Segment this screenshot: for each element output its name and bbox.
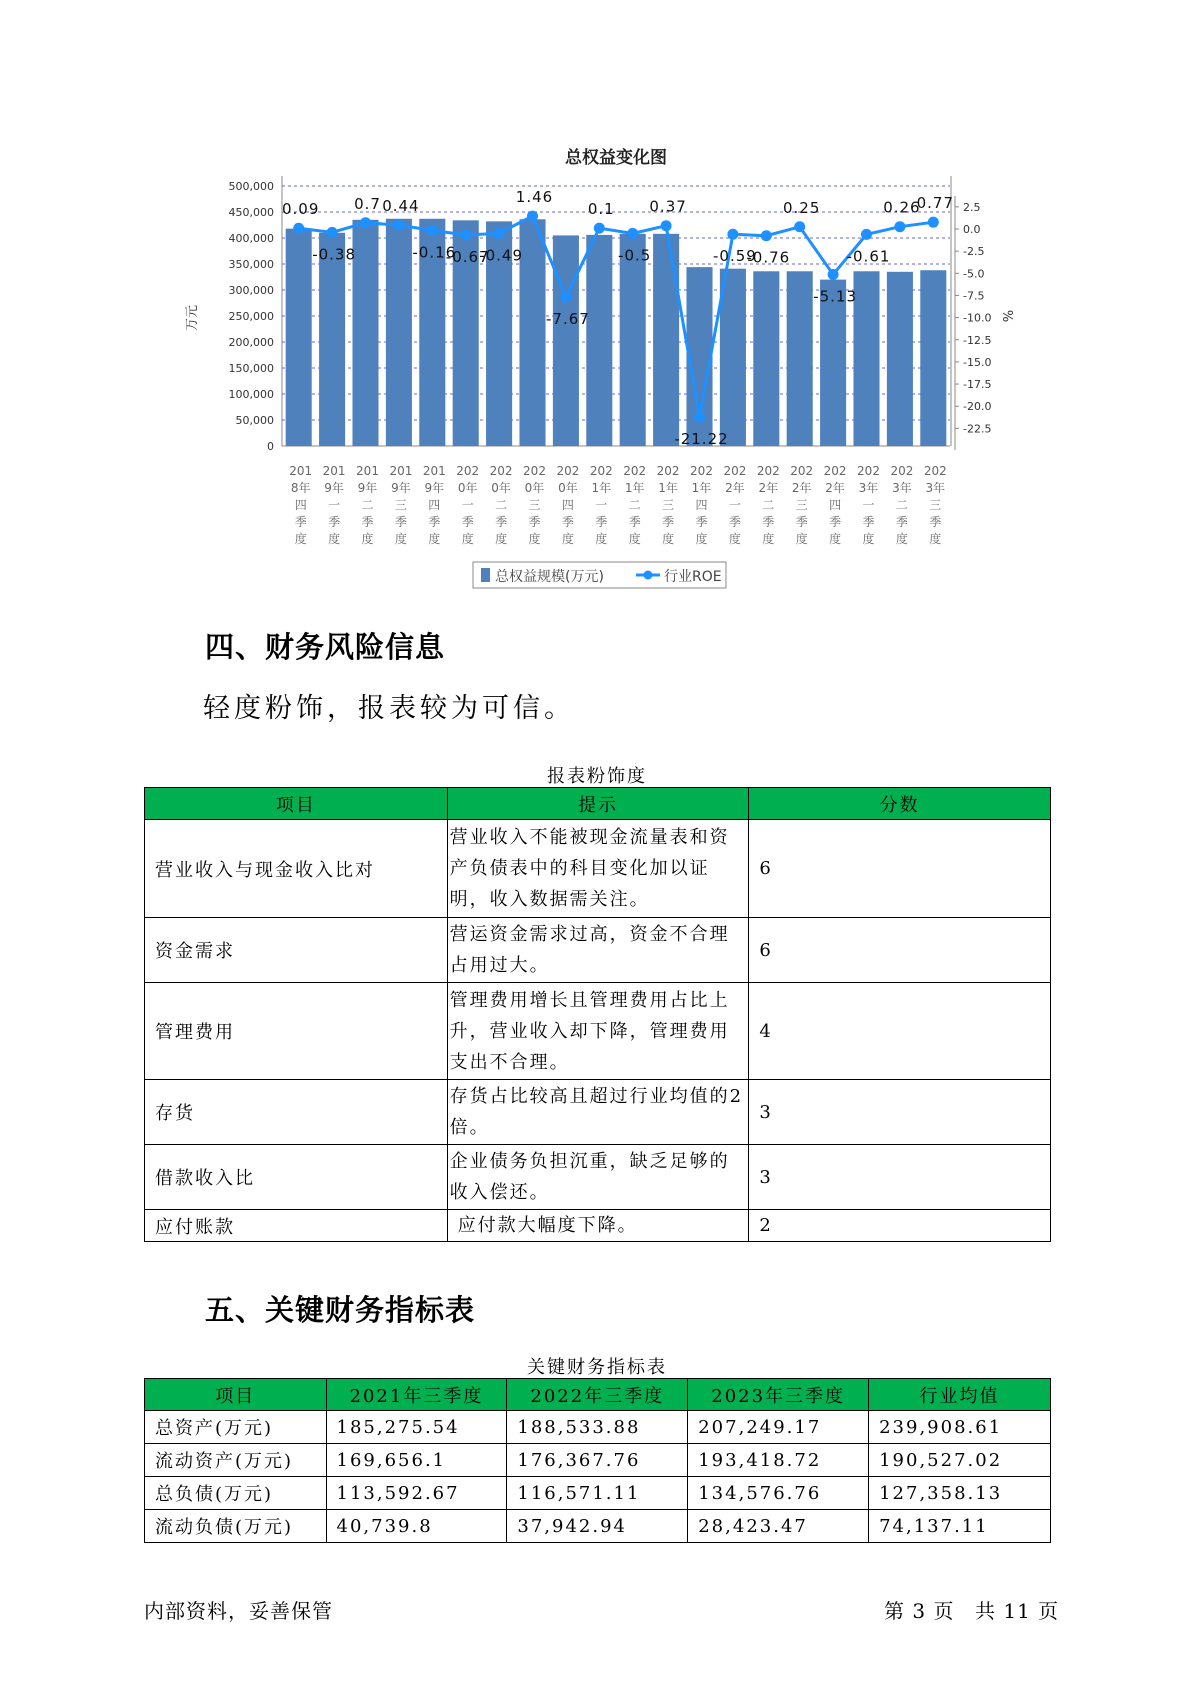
x-tick-label: 季 <box>361 515 374 529</box>
x-tick-label: 202 <box>623 464 647 478</box>
bar <box>620 234 646 446</box>
x-tick-label: 1年 <box>691 481 712 495</box>
table-row <box>145 820 1051 918</box>
x-tick-label: 季 <box>895 515 908 529</box>
y2-tick-label: -7.5 <box>963 289 985 303</box>
roe-data-label: -0.76 <box>746 248 791 267</box>
x-tick-label: 202 <box>656 464 680 478</box>
roe-data-label: -0.61 <box>846 247 891 266</box>
row-item: 应付账款 <box>145 1210 448 1242</box>
x-tick-label: 三 <box>929 498 942 512</box>
kpi-cell: 193,418.72 <box>688 1444 869 1477</box>
table-row <box>145 1510 1051 1543</box>
x-tick-label: 度 <box>695 532 708 546</box>
roe-data-label: 0.7 <box>354 194 381 213</box>
roe-point <box>393 220 404 231</box>
bar <box>787 271 813 446</box>
kpi-cell: 113,592.67 <box>326 1477 507 1510</box>
x-tick-label: 度 <box>495 532 508 546</box>
roe-point <box>427 225 438 236</box>
y-tick-label: 200,000 <box>228 336 274 349</box>
y-tick-label: 350,000 <box>228 258 274 271</box>
footer-page-total: 共 11 页 <box>975 1599 1060 1623</box>
x-tick-label: 二 <box>762 498 775 512</box>
table-row <box>145 918 1051 983</box>
x-tick-label: 度 <box>929 532 942 546</box>
bar <box>853 271 879 446</box>
x-tick-label: 9年 <box>424 481 445 495</box>
x-tick-label: 一 <box>728 498 741 512</box>
x-tick-label: 1年 <box>624 481 645 495</box>
roe-data-label: -0.49 <box>479 246 524 265</box>
x-tick-label: 度 <box>595 532 608 546</box>
kpi-cell: 207,249.17 <box>688 1411 869 1444</box>
row-score: 6 <box>749 820 1051 918</box>
x-tick-label: 二 <box>628 498 641 512</box>
x-tick-label: 三 <box>394 498 407 512</box>
kpi-cell: 169,656.1 <box>326 1444 507 1477</box>
row-item: 借款收入比 <box>145 1145 448 1210</box>
x-tick-label: 季 <box>328 515 341 529</box>
y2-tick-label: -15.0 <box>963 355 992 369</box>
roe-point <box>494 228 505 239</box>
x-tick-label: 度 <box>762 532 775 546</box>
x-tick-label: 季 <box>561 515 574 529</box>
kpi-header: 2023年三季度 <box>688 1379 869 1411</box>
x-tick-label: 季 <box>495 515 508 529</box>
table-row <box>145 1210 1051 1242</box>
roe-point <box>360 217 371 228</box>
y-axis-label: 万元 <box>185 304 200 332</box>
x-tick-label: 202 <box>723 464 747 478</box>
x-tick-label: 一 <box>461 498 474 512</box>
roe-data-label: 0.37 <box>649 197 687 216</box>
row-item: 管理费用 <box>145 983 448 1080</box>
x-tick-label: 201 <box>389 464 413 478</box>
roe-point <box>527 211 538 222</box>
roe-point <box>661 220 672 231</box>
header-score: 分数 <box>749 788 1051 820</box>
x-tick-label: 201 <box>422 464 446 478</box>
table-row <box>145 1411 1051 1444</box>
equity-chart <box>0 0 1191 600</box>
x-tick-label: 季 <box>662 515 675 529</box>
roe-data-label: -7.67 <box>545 309 590 328</box>
x-tick-label: 9年 <box>324 481 344 495</box>
x-tick-label: 度 <box>662 532 675 546</box>
table-row <box>145 1145 1051 1210</box>
y-tick-label: 400,000 <box>228 232 274 245</box>
chart-title: 总权益变化图 <box>565 148 667 168</box>
x-tick-label: 202 <box>556 464 580 478</box>
roe-point <box>894 221 905 232</box>
x-tick-label: 2年 <box>758 481 779 495</box>
x-tick-label: 季 <box>595 515 608 529</box>
bar <box>753 271 779 446</box>
kpi-table-caption: 关键财务指标表 <box>527 1357 667 1378</box>
x-tick-label: 季 <box>695 515 708 529</box>
x-tick-label: 201 <box>322 464 346 478</box>
y2-tick-label: -12.5 <box>963 333 992 347</box>
roe-data-label: 0.26 <box>883 198 921 217</box>
bar <box>286 229 312 446</box>
x-tick-label: 度 <box>528 532 541 546</box>
x-tick-label: 季 <box>862 515 875 529</box>
x-tick-label: 201 <box>289 464 313 478</box>
kpi-cell: 176,367.76 <box>507 1444 688 1477</box>
x-tick-label: 三 <box>662 498 675 512</box>
x-tick-label: 3年 <box>858 481 879 495</box>
roe-data-label: 1.46 <box>515 188 554 207</box>
row-score: 3 <box>749 1080 1051 1145</box>
roe-point <box>727 229 738 240</box>
roe-data-label: -0.38 <box>312 245 357 264</box>
x-tick-label: 202 <box>790 464 814 478</box>
row-hint: 管理费用增长且管理费用占比上升，营业收入却下降，管理费用支出不合理。 <box>447 983 749 1080</box>
row-hint: 企业债务负担沉重，缺乏足够的收入偿还。 <box>447 1145 749 1210</box>
x-tick-label: 度 <box>361 532 374 546</box>
row-item: 营业收入与现金收入比对 <box>145 820 448 918</box>
kpi-cell: 37,942.94 <box>507 1510 688 1543</box>
x-tick-label: 四 <box>561 498 574 512</box>
kpi-cell: 28,423.47 <box>688 1510 869 1543</box>
y-tick-label: 150,000 <box>228 362 274 375</box>
header-item: 项目 <box>145 788 448 820</box>
roe-point <box>861 229 872 240</box>
kpi-cell: 流动资产(万元) <box>145 1444 327 1477</box>
x-tick-label: 0年 <box>524 481 545 495</box>
kpi-table-header <box>145 1379 1051 1411</box>
y2-tick-label: 2.5 <box>963 200 981 214</box>
roe-data-label: -0.59 <box>712 247 757 266</box>
roe-data-label: 0.44 <box>382 197 420 216</box>
section5-title: 五、关键财务指标表 <box>205 1293 476 1327</box>
roe-data-label: -21.22 <box>674 430 729 449</box>
x-tick-label: 202 <box>890 464 914 478</box>
kpi-header: 行业均值 <box>869 1379 1051 1411</box>
y-tick-label: 50,000 <box>235 414 274 427</box>
table-row <box>145 1477 1051 1510</box>
table-row <box>145 983 1051 1080</box>
kpi-cell: 流动负债(万元) <box>145 1510 327 1543</box>
roe-point <box>627 228 638 239</box>
x-tick-label: 9年 <box>391 481 411 495</box>
y2-tick-label: -20.0 <box>963 400 992 414</box>
x-tick-label: 一 <box>862 498 875 512</box>
roe-point <box>327 227 338 238</box>
kpi-cell: 190,527.02 <box>869 1444 1051 1477</box>
x-tick-label: 二 <box>495 498 508 512</box>
x-tick-label: 季 <box>829 515 842 529</box>
roe-data-label: -5.13 <box>813 287 858 306</box>
row-score: 6 <box>749 918 1051 983</box>
x-tick-label: 9年 <box>357 481 378 495</box>
roe-point <box>560 291 571 302</box>
y2-axis-label: % <box>999 309 1014 323</box>
kpi-cell: 239,908.61 <box>869 1411 1051 1444</box>
x-tick-label: 三 <box>528 498 541 512</box>
kpi-cell: 116,571.11 <box>507 1477 688 1510</box>
bar <box>887 272 913 446</box>
x-tick-label: 四 <box>428 498 441 512</box>
row-hint: 应付款大幅度下降。 <box>447 1210 749 1242</box>
x-tick-label: 度 <box>895 532 908 546</box>
roe-point <box>761 230 772 241</box>
section4-title: 四、财务风险信息 <box>205 630 446 664</box>
x-tick-label: 201 <box>356 464 379 478</box>
x-tick-label: 季 <box>628 515 641 529</box>
x-tick-label: 度 <box>428 532 441 546</box>
row-score: 3 <box>749 1145 1051 1210</box>
y2-tick-label: -22.5 <box>963 422 992 436</box>
risk-table-caption: 报表粉饰度 <box>547 766 647 787</box>
x-tick-label: 季 <box>795 515 808 529</box>
roe-point <box>293 223 304 234</box>
x-tick-label: 四 <box>294 498 307 512</box>
y2-tick-label: 0.0 <box>963 223 981 236</box>
bar <box>319 233 345 446</box>
y-tick-label: 500,000 <box>228 180 274 193</box>
x-tick-label: 季 <box>394 515 407 529</box>
x-tick-label: 2年 <box>791 481 812 495</box>
kpi-cell: 188,533.88 <box>507 1411 688 1444</box>
x-tick-label: 0年 <box>558 481 578 495</box>
x-tick-label: 度 <box>328 532 341 546</box>
x-tick-label: 202 <box>923 464 947 478</box>
x-tick-label: 度 <box>795 532 808 546</box>
kpi-cell: 127,358.13 <box>869 1477 1051 1510</box>
x-tick-label: 202 <box>456 464 480 478</box>
roe-point <box>928 217 939 228</box>
y2-tick-label: -2.5 <box>963 245 985 259</box>
row-hint: 存货占比较高且超过行业均值的2倍。 <box>447 1080 749 1145</box>
kpi-header: 项目 <box>145 1379 327 1411</box>
x-tick-label: 度 <box>561 532 574 546</box>
bar <box>586 235 612 446</box>
row-item: 存货 <box>145 1080 448 1145</box>
bar <box>352 220 378 446</box>
y-tick-label: 450,000 <box>228 206 274 219</box>
footer-confidential: 内部资料，妥善保管 <box>144 1599 333 1623</box>
roe-point <box>594 223 605 234</box>
x-tick-label: 202 <box>523 464 546 478</box>
table-row <box>145 1444 1051 1477</box>
x-tick-label: 0年 <box>457 481 478 495</box>
x-tick-label: 季 <box>929 515 942 529</box>
roe-data-label: 0.25 <box>782 198 821 217</box>
bar <box>653 234 679 446</box>
kpi-cell: 总负债(万元) <box>145 1477 327 1510</box>
risk-table <box>144 787 1051 1242</box>
x-tick-label: 四 <box>829 498 842 512</box>
x-tick-label: 二 <box>895 498 908 512</box>
x-tick-label: 2年 <box>725 481 745 495</box>
bar <box>386 219 412 446</box>
x-tick-label: 度 <box>862 532 875 546</box>
table-row <box>145 1080 1051 1145</box>
kpi-cell: 40,739.8 <box>326 1510 507 1543</box>
x-tick-label: 二 <box>361 498 374 512</box>
legend-bar-label: 总权益规模(万元) <box>495 569 604 585</box>
x-tick-label: 2年 <box>825 481 845 495</box>
x-tick-label: 三 <box>795 498 808 512</box>
x-tick-label: 3年 <box>925 481 946 495</box>
y2-tick-label: -17.5 <box>963 378 992 392</box>
kpi-header: 2022年三季度 <box>507 1379 688 1411</box>
x-tick-label: 季 <box>428 515 441 529</box>
roe-data-label: 0.09 <box>281 200 320 219</box>
kpi-cell: 185,275.54 <box>326 1411 507 1444</box>
x-tick-label: 1年 <box>591 481 612 495</box>
x-tick-label: 度 <box>829 532 842 546</box>
x-tick-label: 季 <box>461 515 474 529</box>
x-tick-label: 季 <box>528 515 541 529</box>
y2-tick-label: -5.0 <box>963 267 985 281</box>
kpi-table <box>144 1378 1051 1543</box>
row-hint: 营业收入不能被现金流量表和资产负债表中的科目变化加以证明，收入数据需关注。 <box>447 820 749 918</box>
x-tick-label: 202 <box>823 464 847 478</box>
legend-bar-swatch <box>481 568 490 582</box>
y-tick-label: 300,000 <box>228 284 274 297</box>
x-tick-label: 度 <box>461 532 474 546</box>
roe-data-label: -0.5 <box>618 246 652 265</box>
bar <box>920 270 946 446</box>
x-tick-label: 3年 <box>892 481 912 495</box>
x-tick-label: 度 <box>628 532 641 546</box>
roe-data-label: -0.67 <box>445 247 490 266</box>
x-tick-label: 8年 <box>290 481 311 495</box>
y-tick-label: 100,000 <box>228 388 274 401</box>
footer-page-number: 第 3 页 <box>884 1599 955 1623</box>
x-tick-label: 202 <box>589 464 613 478</box>
roe-point <box>828 269 839 280</box>
kpi-cell: 74,137.11 <box>869 1510 1051 1543</box>
kpi-cell: 134,576.76 <box>688 1477 869 1510</box>
x-tick-label: 202 <box>690 464 713 478</box>
x-tick-label: 度 <box>728 532 741 546</box>
x-tick-label: 0年 <box>491 481 511 495</box>
x-tick-label: 一 <box>328 498 341 512</box>
x-tick-label: 202 <box>756 464 780 478</box>
x-tick-label: 一 <box>595 498 608 512</box>
x-tick-label: 度 <box>394 532 407 546</box>
roe-point <box>460 229 471 240</box>
legend-line-marker <box>644 571 653 580</box>
kpi-header: 2021年三季度 <box>326 1379 507 1411</box>
roe-data-label: 0.77 <box>916 194 955 213</box>
row-hint: 营运资金需求过高，资金不合理占用过大。 <box>447 918 749 983</box>
x-tick-label: 四 <box>695 498 708 512</box>
bar <box>519 219 545 446</box>
risk-summary: 轻度粉饰，报表较为可信。 <box>203 693 575 724</box>
x-tick-label: 1年 <box>658 481 678 495</box>
y2-tick-label: -10.0 <box>963 311 992 325</box>
x-tick-label: 季 <box>294 515 307 529</box>
bar <box>553 235 579 446</box>
x-tick-label: 202 <box>857 464 880 478</box>
y-tick-label: 250,000 <box>228 310 274 323</box>
row-score: 4 <box>749 983 1051 1080</box>
risk-table-header <box>145 788 1051 820</box>
x-tick-label: 季 <box>728 515 741 529</box>
roe-point <box>694 412 705 423</box>
roe-point <box>794 221 805 232</box>
row-score: 2 <box>749 1210 1051 1242</box>
x-tick-label: 202 <box>489 464 513 478</box>
kpi-cell: 总资产(万元) <box>145 1411 327 1444</box>
row-item: 资金需求 <box>145 918 448 983</box>
legend-line-label: 行业ROE <box>664 569 722 585</box>
x-tick-label: 度 <box>294 532 307 546</box>
roe-data-label: -0.16 <box>412 243 457 262</box>
x-tick-label: 季 <box>762 515 775 529</box>
y-tick-label: 0 <box>267 440 274 453</box>
bar <box>720 269 746 446</box>
header-hint: 提示 <box>447 788 749 820</box>
roe-data-label: 0.1 <box>587 200 615 219</box>
